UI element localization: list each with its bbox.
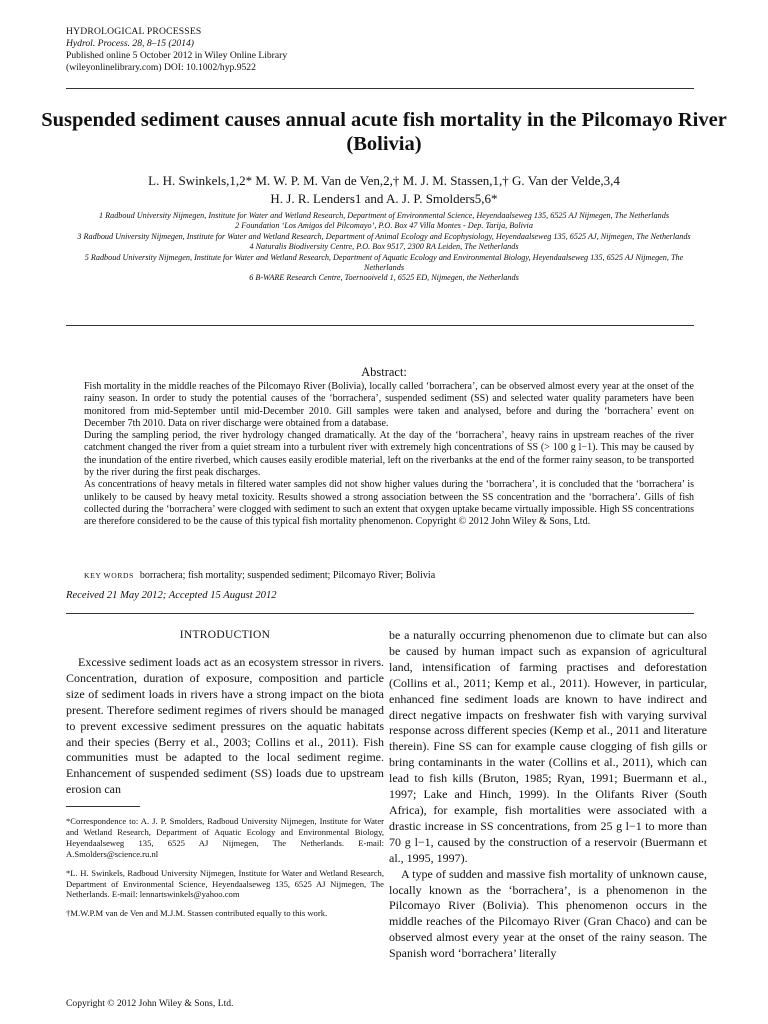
abstract-rule — [66, 613, 694, 614]
journal-header — [66, 26, 486, 74]
affiliation: 4 Naturalis Biodiversity Centre, P.O. Box 9517, 2300 RA Leiden, The Netherlands — [249, 242, 519, 252]
contribution-footnote: †M.W.P.M van de Ven and M.J.M. Stassen contributed equally to this work. — [66, 908, 328, 919]
left-column — [66, 655, 384, 798]
footnotes — [66, 816, 384, 927]
affiliation: 5 Radboud University Nijmegen, Institute for Water and Wetland Research, Department of Aquatic Ecology and Environmental Biology, Heyendaalseweg 135, 6525 AJ Nijmegen, The Netherlands — [84, 252, 684, 273]
author-footnote: *L. H. Swinkels, Radboud University Nijmegen, Institute for Water and Wetland Research, Department of Environmental Science, Heyendaalseweg 135, 6525 AJ Nijmegen, The Netherlands. E-mail: lennartswinkels@yahoo.com — [66, 867, 384, 900]
abstract-paragraph: Fish mortality in the middle reaches of the Pilcomayo River (Bolivia), locally called ‘borrachera’, can be observed almost every year at the onset of the rainy season. In order to study the potential causes of the ‘borrachera’, suspended sediment (SS) and selected water quality parameters have been monitored from mid-September until mid-December 2010. Gill samples were taken and analysed, before and during the ‘borrachera’ event on December 7th 2010. Data on river discharge were obtained from a database. — [84, 381, 694, 429]
title-block-rule — [66, 325, 694, 326]
doi[interactable]: (wileyonlinelibrary.com) DOI: 10.1002/hyp.9522 — [66, 62, 256, 73]
section-heading-introduction: INTRODUCTION — [179, 629, 271, 641]
footnote-rule — [66, 806, 140, 807]
body-paragraph: A type of sudden and massive fish mortality of unknown cause, locally known as the ‘borrachera’, is a phenomenon in the Pilcomayo River (Bolivia). This phenomenon occurs in the middle reaches of the Pilcomayo River (Gran Chaco) and can be observed almost every year at the onset of the rainy season. The Spanish word ‘borrachera’ literally — [389, 866, 707, 961]
body-paragraph: be a naturally occurring phenomenon due to climate but can also be caused by human impact such as expansion of agricultural land, intensification of farming practises and deforestation (Collins et al., 2011; Kemp et al., 2011). However, in particular, enhanced fine sediment loads are known to have indirect and direct negative impacts on freshwater fish with varying survival response across different species (Kemp et al., 2011 and literature therein). Fine SS can for example cause clogging of fish gills or bring contaminants in the water (Collins et al., 2011), which can lead to fish kills (Bruton, 1985; Ryan, 1991; Buermann et al., 1997; Lake and Hinch, 1999). In the Olifants River (South Africa), for example, fish mortalities were associated with a drastic increase in SS concentrations, from 25 g l−1 to more than 70 g l−1, caused by the construction of a reservoir (Buermann et al., 1995, 1997). — [389, 628, 707, 865]
affiliation: 1 Radboud University Nijmegen, Institute for Water and Wetland Research, Department of Environmental Science, Heyendaalseweg 135, 6525 AJ Nijmegen, The Netherlands — [98, 211, 670, 220]
authors-line-1: L. H. Swinkels,1,2* M. W. P. M. Van de Ven,2,† M. J. M. Stassen,1,† G. Van der Velde,3,4 — [148, 173, 620, 188]
abstract-paragraph: During the sampling period, the river hydrology changed dramatically. At the day of the ‘borrachera’, heavy rains in upstream reaches of the river catchment changed the river from a quiet stream into a turbulent river with extremely high concentrations of SS (> 100 g l−1). This may be caused by the inundation of the entire riverbed, which causes easily erodible material, left on the riverbanks at the end of the former rainy season, to be transported by the river during the first peak discharges. — [84, 430, 694, 479]
affiliation: 3 Radboud University Nijmegen, Institute for Water and Wetland Research, Department of Animal Ecology and Ecophysiology, Heyendaalseweg 135, 6525 AJ, Nijmegen, The Netherlands — [77, 231, 691, 241]
author-list — [40, 172, 728, 207]
keywords — [84, 570, 694, 582]
abstract-body — [84, 381, 694, 529]
copyright-footer: Copyright © 2012 John Wiley & Sons, Ltd. — [66, 998, 234, 1009]
right-column — [389, 628, 707, 962]
received-accepted-dates: Received 21 May 2012; Accepted 15 August 2012 — [66, 590, 277, 601]
affiliation: 6 B-WARE Research Centre, Toernooiveld 1, 6525 ED, Nijmegen, the Netherlands — [249, 273, 519, 283]
journal-citation: Hydrol. Process. 28, 8–15 (2014) — [66, 38, 194, 49]
header-rule — [66, 88, 694, 89]
publication-date: Published online 5 October 2012 in Wiley Online Library — [66, 50, 288, 61]
keywords-label: KEY WORDS — [84, 571, 134, 580]
affiliation: 2 Foundation ‘Los Amigos del Pilcomayo’, P.O. Box 47 Villa Montes - Dep. Tarija, Bolivia — [235, 221, 533, 231]
authors-line-2: H. J. R. Lenders1 and A. J. P. Smolders5,6* — [270, 190, 498, 206]
paper-title: Suspended sediment causes annual acute fish mortality in the Pilcomayo River (Bolivia) — [41, 109, 727, 155]
correspondence-footnote: *Correspondence to: A. J. P. Smolders, Radboud University Nijmegen, Institute for Water and Wetland Research, Department of Aquatic Ecology and Environmental Biology, Heyendaalseweg 135, 6525 AJ Nijmegen, The Netherlands. E-mail: A.Smolders@science.ru.nl — [66, 816, 384, 859]
journal-name: HYDROLOGICAL PROCESSES — [66, 26, 202, 37]
abstract-paragraph: As concentrations of heavy metals in filtered water samples did not show higher values during the ‘borrachera’, it is concluded that the ‘borrachera’ is unlikely to be caused by heavy metal toxicity. Results showed a strong association between the SS concentration and the ‘borrachera’. Gills of fish collected during the ‘borrachera’ were clogged with sediment to such an extent that oxygen uptake became virtually impossible. High SS concentrations are therefore considered to be the cause of this typical fish mortality phenomenon. Copyright © 2012 John Wiley & Sons, Ltd. — [84, 479, 694, 528]
abstract-heading: Abstract: — [361, 365, 407, 379]
affiliations — [66, 211, 702, 284]
keywords-list: borrachera; fish mortality; suspended sediment; Pilcomayo River; Bolivia — [139, 570, 436, 581]
body-paragraph: Excessive sediment loads act as an ecosystem stressor in rivers. Concentration, duration of exposure, composition and particle size of sediment loads in rivers have a strong impact on the biota present. Therefore sediment regimes of rivers should be managed to prevent excessive sediment pressures on the aquatic habitats and their species (Berry et al., 2003; Collins et al., 2011). Fish communities must be adapted to the local sediment regime. Enhancement of suspended sediment (SS) loads due to upstream erosion can — [66, 655, 384, 797]
